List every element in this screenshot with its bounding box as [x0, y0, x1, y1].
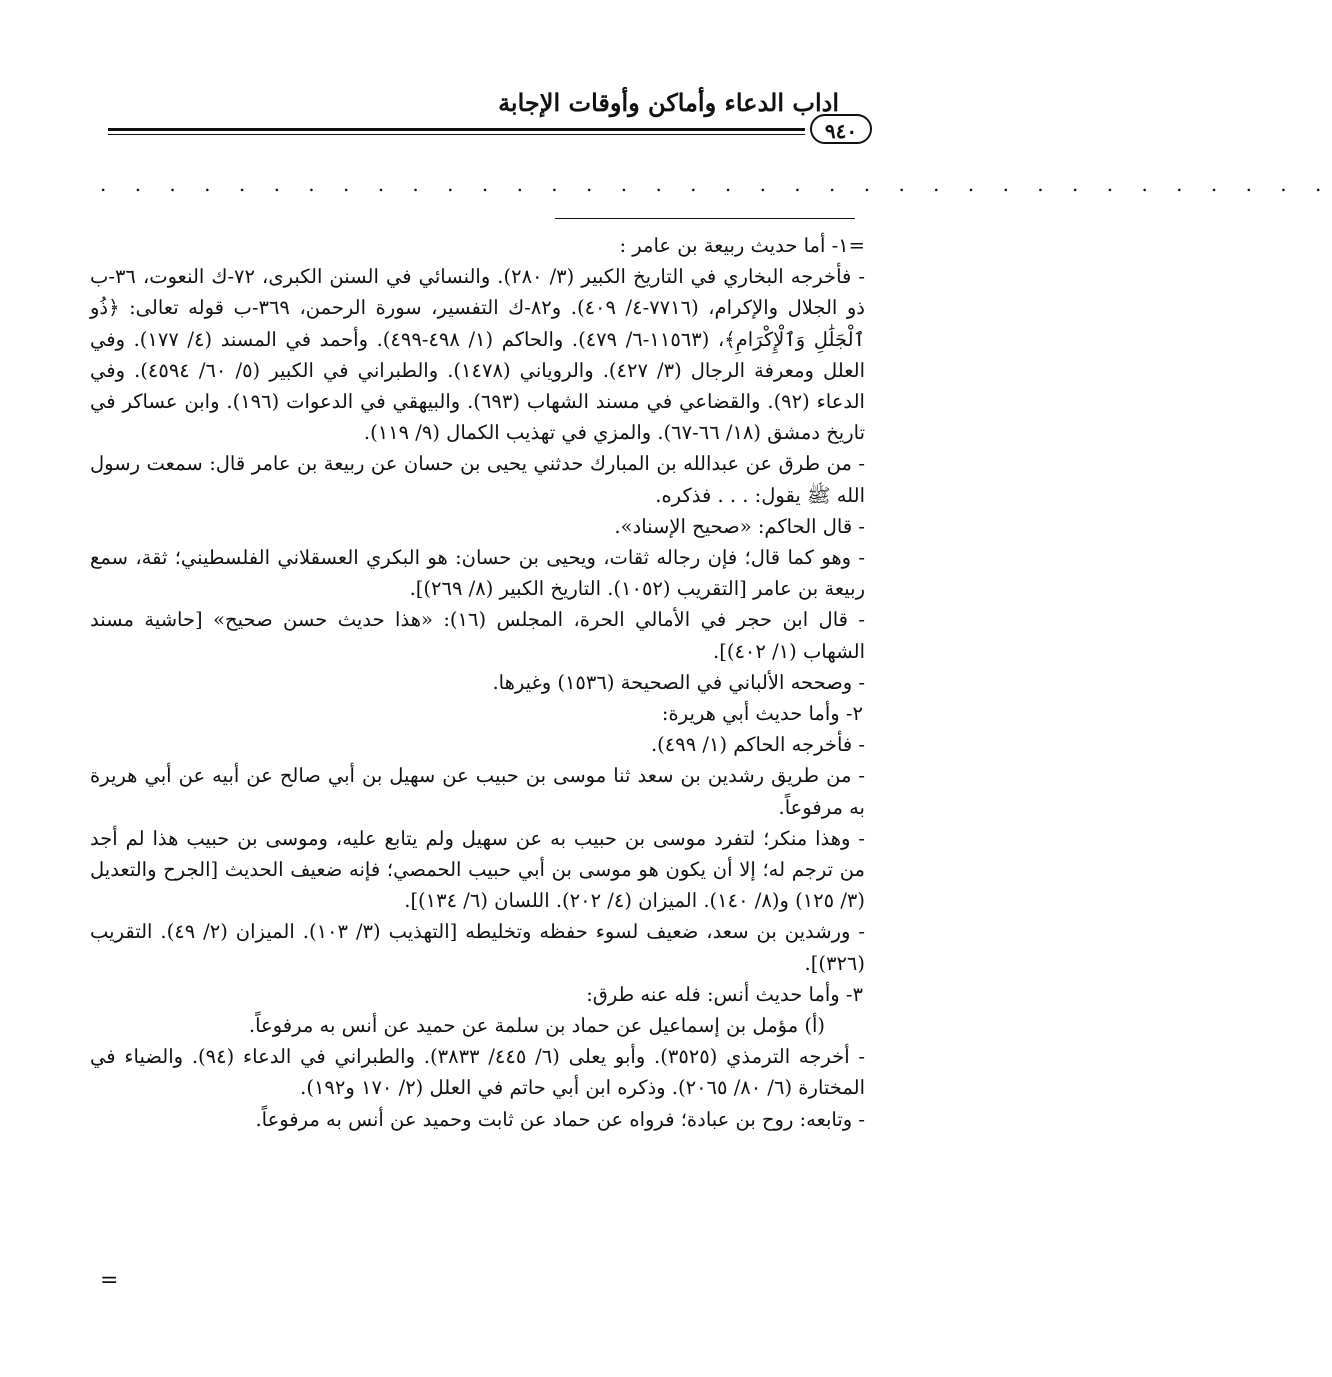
running-title: اداب الدعاء وأماكن وأوقات الإجابة — [498, 88, 839, 117]
footnote-line: (أ) مؤمل بن إسماعيل عن حماد بن سلمة عن حميد عن أنس به مرفوعاً. — [248, 1014, 825, 1038]
continuation-mark: = — [100, 1268, 119, 1293]
footnote-line: - فأخرجه الحاكم (١/ ٤٩٩). — [650, 733, 865, 757]
footnote-line: - ورشدين بن سعد، ضعيف لسوء حفظه وتخليطه [التهذيب (٣/ ١٠٣). الميزان (٢/ ٤٩). التقريب (٣٢٦)]. — [90, 920, 865, 975]
footnote-line: - وهذا منكر؛ لتفرد موسى بن حبيب به عن سهيل ولم يتابع عليه، وموسى بن حبيب هذا لم أجد من ترجم له؛ إلا أن يكون هو موسى بن أبي حبيب الحمصي؛ فإنه ضعيف الحديث [الجرح والتعديل (٣/ ١٢٥) و(٨/ ١٤٠). الميزان (٤/ ٢٠٢). اللسان (٦/ ١٣٤)]. — [90, 826, 865, 913]
footnote-body — [90, 230, 865, 1135]
footnote-line: - قال ابن حجر في الأمالي الحرة، المجلس (١٦): «هذا حديث حسن صحيح» [حاشية مسند الشهاب (١/ ٤٠٢)]. — [90, 608, 865, 663]
footnote-line: - أخرجه الترمذي (٣٥٢٥). وأبو يعلى (٦/ ٤٤٥/ ٣٨٣٣). والطبراني في الدعاء (٩٤). والضياء في المختارة (٦/ ٨٠/ ٢٠٦٥). وذكره ابن أبي حاتم في العلل (٢/ ١٧٠ و١٩٢). — [90, 1045, 866, 1100]
footnote-line: ٣- وأما حديث أنس: فله عنه طرق: — [586, 982, 863, 1006]
footnote-line: - وهو كما قال؛ فإن رجاله ثقات، ويحيى بن حسان: هو البكري العسقلاني الفلسطيني؛ ثقة، سمع ربيعة بن عامر [التقريب (١٠٥٢). التاريخ الكبير (٨/ ٢٦٩)]. — [90, 546, 865, 601]
footnote-line: - قال الحاكم: «صحيح الإسناد». — [614, 514, 865, 538]
footnote-line: - من طرق عن عبدالله بن المبارك حدثني يحيى بن حسان عن ربيعة بن عامر قال: سمعت رسول الله ﷺ يقول: . . . فذكره. — [90, 452, 865, 507]
footnote-line: - فأخرجه البخاري في التاريخ الكبير (٣/ ٢٨٠). والنسائي في السنن الكبرى، ٧٢-ك النعوت، ٣٦-ب ذو الجلال والإكرام، (٧٧١٦-٤/ ٤٠٩). و٨٢-ك التفسير، سورة الرحمن، ٣٦٩-ب قوله تعالى: ﴿ذُو ٱلْجَلَٰلِ وَٱلْإِكْرَامِ﴾، (١١٥٦٣-٦/ ٤٧٩). والحاكم (١/ ٤٩٨-٤٩٩). وأحمد في المسند (٤/ ١٧٧). وفي العلل ومعرفة الرجال (٣/ ٤٢٧). والروياني (١٤٧٨). والطبراني في الكبير (٥/ ٦٠/ ٤٥٩٤). وفي الدعاء (٩٢). والقضاعي في مسند الشهاب (٦٩٣). والبيهقي في الدعوات (١٩٦). وابن عساكر في تاريخ دمشق (١٨/ ٦٦-٦٧). والمزي في تهذيب الكمال (٩/ ١١٩). — [90, 265, 866, 445]
page-number: ٩٤٠ — [810, 114, 872, 144]
dotted-separator: . . . . . . . . . . . . . . . . . . . . . . . . . . . . . . . . . . . . — [100, 172, 1332, 196]
footnote-rule — [555, 218, 855, 219]
footnote-line: - من طريق رشدين بن سعد ثنا موسى بن حبيب عن سهيل بن أبي صالح عن أبيه عن أبي هريرة به مرفوعاً. — [90, 764, 865, 819]
header-rule — [108, 128, 805, 131]
footnote-line: =١- أما حديث ربيعة بن عامر : — [619, 234, 865, 257]
footnote-line: - وتابعه: روح بن عبادة؛ فرواه عن حماد عن ثابت وحميد عن أنس به مرفوعاً. — [255, 1107, 865, 1131]
footnote-line: ٢- وأما حديث أبي هريرة: — [661, 702, 863, 726]
footnote-line: - وصححه الألباني في الصحيحة (١٥٣٦) وغيرها. — [492, 670, 865, 694]
